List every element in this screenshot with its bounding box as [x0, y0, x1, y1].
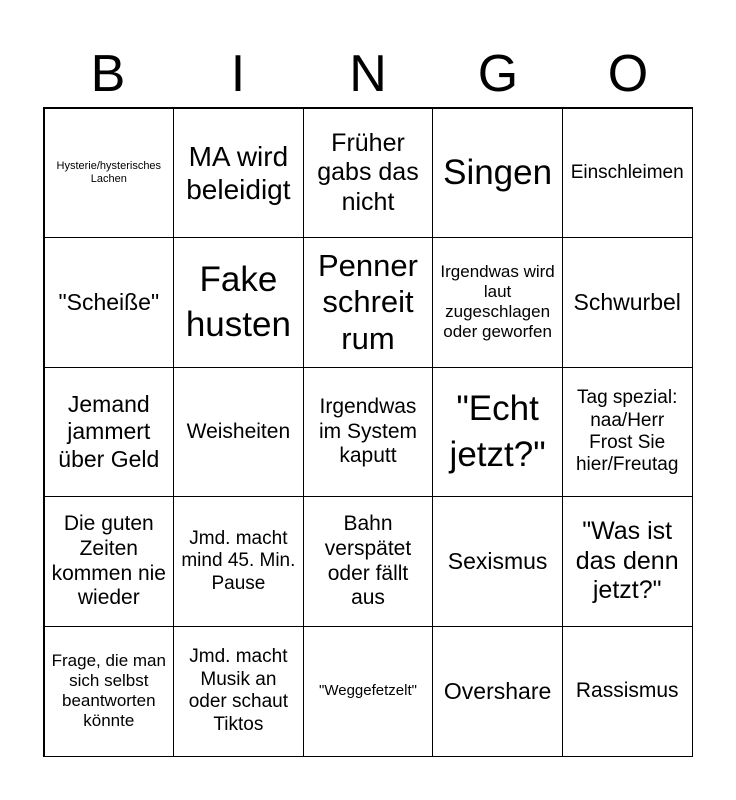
- header-letter-i: I: [230, 45, 246, 103]
- bingo-cell-3-5[interactable]: Tag spezial: naa/Herr Frost Sie hier/Freutag: [562, 367, 693, 498]
- bingo-cell-2-1[interactable]: "Scheiße": [44, 237, 175, 368]
- bingo-cell-2-4[interactable]: Irgendwas wird laut zugeschlagen oder geworfen: [432, 237, 563, 368]
- bingo-header: [43, 40, 693, 108]
- bingo-board: [43, 107, 693, 757]
- bingo-cell-2-3[interactable]: Penner schreit rum: [303, 237, 434, 368]
- bingo-cell-2-5[interactable]: Schwurbel: [562, 237, 693, 368]
- bingo-cell-1-5[interactable]: Einschleimen: [562, 108, 693, 239]
- bingo-cell-5-4[interactable]: Overshare: [432, 626, 563, 757]
- header-letter-n: N: [349, 45, 387, 103]
- bingo-cell-5-3[interactable]: "Weggefetzelt": [303, 626, 434, 757]
- bingo-cell-1-3[interactable]: Früher gabs das nicht: [303, 108, 434, 239]
- bingo-cell-2-2[interactable]: Fake husten: [173, 237, 304, 368]
- bingo-cell-5-1[interactable]: Frage, die man sich selbst beantworten könnte: [44, 626, 175, 757]
- header-letter-g: G: [477, 45, 519, 103]
- bingo-cell-3-2[interactable]: Weisheiten: [173, 367, 304, 498]
- bingo-cell-4-2[interactable]: Jmd. macht mind 45. Min. Pause: [173, 496, 304, 627]
- header-letter-b: B: [90, 45, 126, 103]
- bingo-cell-4-1[interactable]: Die guten Zeiten kommen nie wieder: [44, 496, 175, 627]
- bingo-cell-5-2[interactable]: Jmd. macht Musik an oder schaut Tiktos: [173, 626, 304, 757]
- bingo-cell-3-3[interactable]: Irgendwas im System kaputt: [303, 367, 434, 498]
- bingo-cell-5-5[interactable]: Rassismus: [562, 626, 693, 757]
- bingo-cell-4-4[interactable]: Sexismus: [432, 496, 563, 627]
- header-letter-o: O: [607, 45, 649, 103]
- bingo-cell-3-1[interactable]: Jemand jammert über Geld: [44, 367, 175, 498]
- bingo-cell-4-5[interactable]: "Was ist das denn jetzt?": [562, 496, 693, 627]
- bingo-cell-4-3[interactable]: Bahn verspätet oder fällt aus: [303, 496, 434, 627]
- bingo-cell-3-4[interactable]: "Echt jetzt?": [432, 367, 563, 498]
- bingo-cell-1-4[interactable]: Singen: [432, 108, 563, 239]
- bingo-cell-1-2[interactable]: MA wird beleidigt: [173, 108, 304, 239]
- bingo-cell-1-1[interactable]: Hysterie/hysterisches Lachen: [44, 108, 175, 239]
